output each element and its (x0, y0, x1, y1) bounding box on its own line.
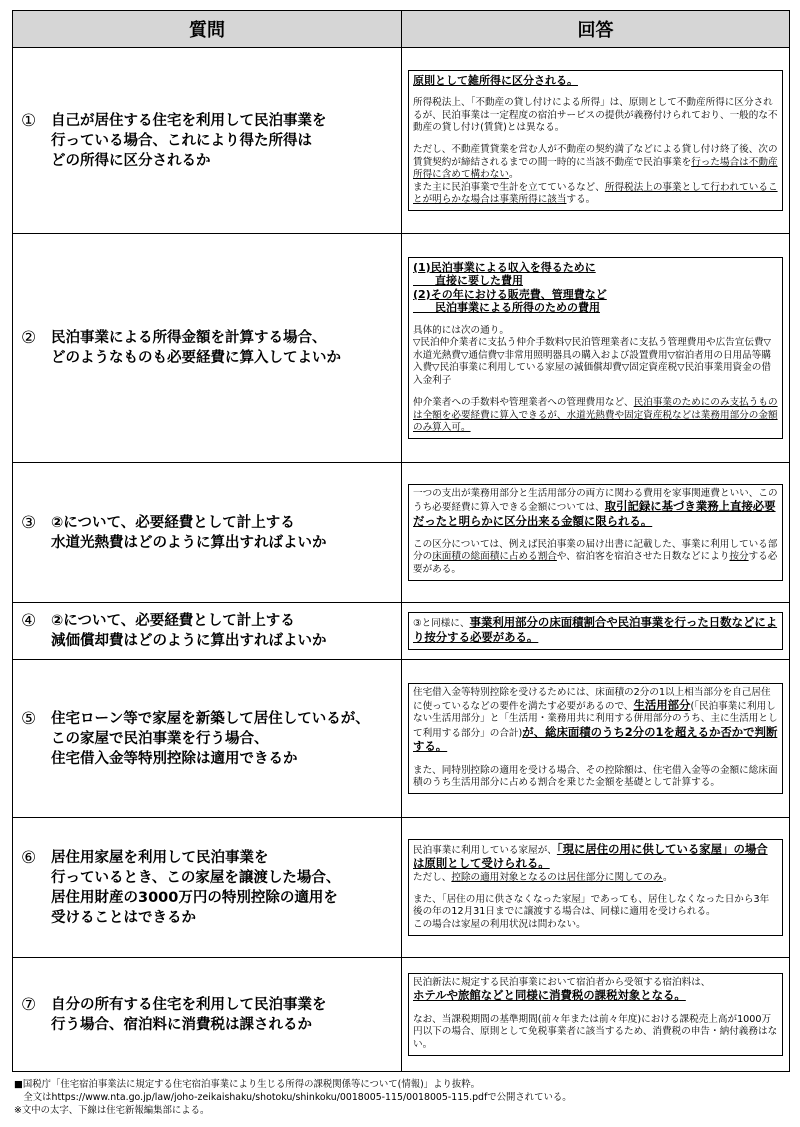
question-cell (13, 958, 402, 1072)
answer-paragraph: なお、当課税期間の基準期間(前々年または前々年度)における課税売上高が1000万円以下の場合、原則として免税事業者に該当するため、消費税の申告・納付義務はない。 (413, 1013, 778, 1050)
qa-row-1 (13, 48, 790, 234)
answer-paragraph: ③と同様に、事業利用部分の床面積割合や民泊事業を行った日数などにより按分する必要がある。 (413, 615, 778, 644)
question-cell (13, 818, 402, 958)
qa-row-4 (13, 603, 790, 660)
bold-underlined-text: 取引記録に基づき業務上直接必要だったと明らかに区分出来る金額に限られる。 (413, 499, 776, 528)
answer-paragraph: 所得税法上、「不動産の貸し付けによる所得」は、原則として不動産所得に区分されるが、民泊事業は一定程度の宿泊サービスの提供が義務付けられており、一般的な不動産の貸し付け(賃貸)とは異なる。 (413, 97, 778, 133)
question-number: ② (21, 328, 37, 348)
answer-column-header: 回答 (402, 11, 790, 48)
footnote-editorial: ※文中の太字、下線は住宅新報編集部による。 (14, 1105, 210, 1116)
answer-paragraph: また、「居住の用に供さなくなった家屋」であっても、居住しなくなった日から3年後の年の12月31日までに譲渡する場合は、同様に適用を受けられる。 この場合は家屋の利用状況は問わない。 (413, 894, 770, 930)
qa-row-2 (13, 234, 790, 463)
question-number: ③ (21, 512, 37, 533)
question-number: ⑥ (21, 847, 37, 868)
qa-row-7 (13, 958, 790, 1072)
bold-underlined-text: 事業利用部分の床面積割合や民泊事業を行った日数などにより按分する必要がある。 (413, 615, 778, 644)
answer-cell (402, 463, 790, 603)
qa-row-5 (13, 660, 790, 818)
answer-paragraph: 一つの支出が業務用部分と生活用部分の両方に関わる費用を家事関連費といい、このうち必要経費に算入できる金額については、取引記録に基づき業務上直接必要だったと明らかに区分出来る金額に限られる。 (413, 487, 778, 528)
answer-headline: (1)民泊事業による収入を得るために 直接に要した費用 (413, 260, 596, 288)
answer-paragraph: この区分については、例えば民泊事業の届け出書に記載した、事業に利用している部分の床面積の総面積に占める割合や、宿泊客を宿泊させた日数などにより按分する必要がある。 (413, 539, 778, 575)
bold-underlined-text: ホテルや旅館などと同様に消費税の課税対象となる。 (413, 988, 686, 1003)
answer-cell (402, 48, 790, 234)
question-number: ⑦ (21, 994, 37, 1015)
footnote-source: ■国税庁「住宅宿泊事業法に規定する住宅宿泊事業により生じる所得の課税関係等について(情報)」より抜粋。 (14, 1079, 480, 1090)
answer-box (408, 70, 783, 212)
answer-paragraph: 民泊事業に利用している家屋が、「現に居住の用に供している家屋」の場合は原則として受けられる。 ただし、控除の適用対象となるのは居住部分に関してのみ。 (413, 841, 768, 883)
answer-cell (402, 603, 790, 660)
answer-headline: 原則として雑所得に区分される。 (413, 73, 578, 87)
qa-table (12, 10, 790, 1072)
question-text: 民泊事業による所得金額を計算する場合、 どのようなものも必要経費に算入してよいか (51, 330, 341, 366)
answer-box (408, 257, 783, 440)
answer-box (408, 484, 783, 581)
question-number: ① (21, 110, 37, 131)
question-text: ②について、必要経費として計上する 水道光熱費はどのように算出すればよいか (51, 514, 327, 551)
answer-paragraph: 仲介業者への手数料や管理業者への管理費用など、民泊事業のためにのみ支払うものは全額を必要経費に算入できるが、水道光熱費や固定資産税などは業務用部分の金額のみ算入可。 (413, 397, 778, 433)
underlined-text: 行った場合は不動産所得に含めて構わない (413, 156, 778, 181)
footnote-url: 全文はhttps://www.nta.go.jp/law/joho-zeikaishaku/shotoku/shinkoku/0018005-115/0018005-115.pdfで公開されている。 (14, 1092, 572, 1103)
answer-paragraph: 具体的には次の通り。 ▽民泊仲介業者に支払う仲介手数料▽民泊管理業者に支払う管理費用や広告宣伝費▽水道光熱費▽通信費▽非常用照明器具の購入および設置費用▽宿泊者用の日用品等購入費▽民泊事業に利用している家屋の減価償却費▽固定資産税▽民泊事業用資金の借入金利子 (413, 325, 771, 386)
question-cell (13, 603, 402, 660)
qa-row-3 (13, 463, 790, 603)
answer-paragraph: ただし、不動産賃貸業を営む人が不動産の契約満了などによる貸し付け終了後、次の賃貸契約が締結されるまでの間一時的に当該不動産で民泊事業を行った場合は不動産所得に含めて構わない。 また主に民泊事業で生計を立てているなど、所得税法上の事業として行われていることが明らかな場合は事業所得に該当する。 (413, 144, 778, 206)
underlined-text: 所得税法上の事業として行われていることが明らかな場合は事業所得に該当 (413, 181, 778, 206)
question-cell (13, 48, 402, 234)
qa-row-6 (13, 818, 790, 958)
underlined-text: 民泊事業のためにのみ支払うものは全額を必要経費に算入できるが、水道光熱費や固定資産税などは業務用部分の金額のみ算入可。 (413, 397, 778, 433)
question-text: ②について、必要経費として計上する 減価償却費はどのように算出すればよいか (51, 613, 327, 649)
question-number: ⑤ (21, 708, 37, 729)
answer-cell (402, 234, 790, 463)
answer-cell (402, 660, 790, 818)
question-cell (13, 660, 402, 818)
answer-box (408, 973, 783, 1056)
answer-paragraph: また、同特別控除の適用を受ける場合、その控除額は、住宅借入金等の金額に総床面積のうち生活用部分に占める割合を乗じた金額を基礎として計算する。 (413, 764, 778, 789)
question-text: 自己が居住する住宅を利用して民泊事業を 行っている場合、これにより得た所得は どの所得に区分されるか (51, 112, 327, 169)
question-cell (13, 234, 402, 463)
answer-paragraph: 住宅借入金等特別控除を受けるためには、床面積の2分の1以上相当部分を自己居住に使っているなどの要件を満たす必要があるので、生活用部分(「民泊事業に利用しない生活用部分」と「生活用・業務用共に利用する併用部分のうち、主に生活用として利用する部分」の合計)が、総床面積のうち2分の1を超えるか否かで判断する。 (413, 686, 778, 754)
question-cell (13, 463, 402, 603)
answer-box (408, 612, 783, 650)
question-column-header: 質問 (13, 11, 402, 48)
answer-paragraph: 民泊新法に規定する民泊事業において宿泊者から受領する宿泊料は、 ホテルや旅館などと同様に消費税の課税対象となる。 (413, 976, 711, 1003)
answer-cell (402, 818, 790, 958)
bold-underlined-text: が、総床面積のうち2分の1を超えるか否かで判断する。 (413, 724, 778, 754)
question-text: 住宅ローン等で家屋を新築して居住しているが、 この家屋で民泊事業を行う場合、 住宅借入金等特別控除は適用できるか (51, 710, 370, 767)
question-text: 居住用家屋を利用して民泊事業を 行っているとき、この家屋を譲渡した場合、 居住用財産の3000万円の特別控除の適用を 受けることはできるか (51, 849, 341, 926)
answer-headline: (2)その年における販売費、管理費など 民泊事業による所得のための費用 (413, 287, 607, 315)
question-number: ④ (21, 611, 37, 631)
table-header-row (13, 11, 790, 48)
bold-underlined-text: 「現に居住の用に供している家屋」の場合は原則として受けられる。 (413, 841, 768, 871)
question-text: 自分の所有する住宅を利用して民泊事業を 行う場合、宿泊料に消費税は課されるか (51, 996, 327, 1033)
answer-box (408, 839, 783, 936)
answer-cell (402, 958, 790, 1072)
answer-box (408, 683, 783, 795)
